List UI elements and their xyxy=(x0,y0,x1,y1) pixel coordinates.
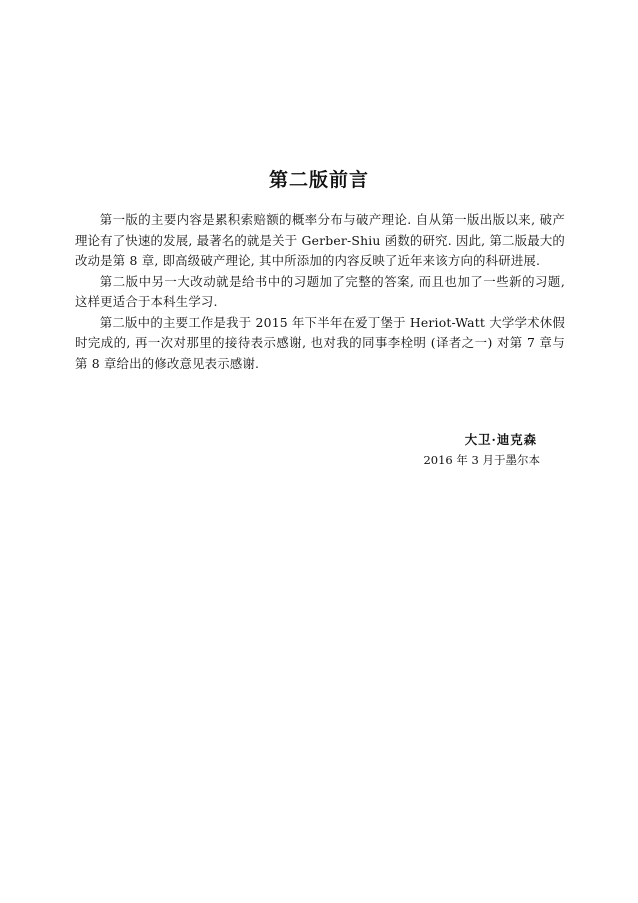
signature-date: 2016 年 3 月于墨尔本 xyxy=(423,453,540,467)
paragraph-3: 第二版中的主要工作是我于 2015 年下半年在爱丁堡于 Heriot-Watt 大学学术休假时完成的, 再一次对那里的接待表示感谢, 也对我的同事李栓明 (译者之一) 对第 7 章与第 8 章给出的修改意见表示感谢. xyxy=(75,314,565,371)
signature-block xyxy=(380,430,540,470)
page-title: 第二版前言 xyxy=(268,169,369,191)
author-name: 大卫·迪克森 xyxy=(464,432,537,447)
paragraph-2: 第二版中另一大改动就是给书中的习题加了完整的答案, 而且也加了一些新的习题, 这样更适合于本科生学习. xyxy=(75,273,565,309)
preface-body xyxy=(75,210,565,374)
paragraph-1: 第一版的主要内容是累积索赔额的概率分布与破产理论. 自从第一版出版以来, 破产理论有了快速的发展, 最著名的就是关于 Gerber-Shiu 函数的研究. 因此, 第二版最大的改动是第 8 章, 即高级破产理论, 其中所添加的内容反映了近年来该方向的科研进展. xyxy=(75,212,565,268)
